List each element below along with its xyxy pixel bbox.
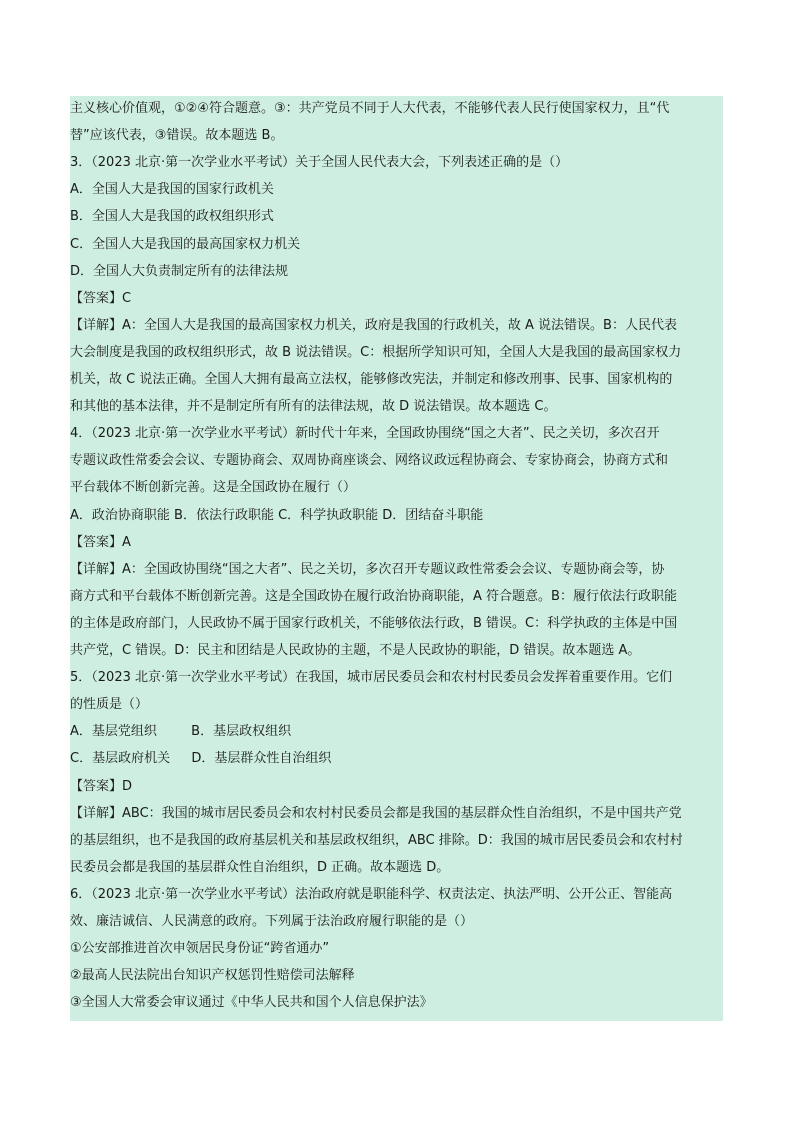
question-3-explanation: 和其他的基本法律，并不是制定所有所有的法律法规，故 D 说法错误。故本题选 C。 xyxy=(70,399,557,415)
question-6-item-3: ③全国人大常委会审议通过《中华人民共和国个人信息保护法》 xyxy=(70,995,433,1011)
document-page xyxy=(70,96,723,1021)
question-3-option-a: A．全国人大是我国的国家行政机关 xyxy=(70,182,274,198)
question-4-answer: 【答案】A xyxy=(70,534,131,550)
question-5-options: A．基层党组织 B．基层政权组织 xyxy=(70,724,292,740)
question-3-stem: 3．（2023 北京·第一次学业水平考试）关于全国人民代表大会，下列表述正确的是（） xyxy=(70,155,569,171)
question-6-stem: 6．（2023 北京·第一次学业水平考试）法治政府就是职能科学、权责法定、执法严明、公开公正、智能高 xyxy=(70,886,673,902)
question-4-explanation: 共产党，C 错误。D：民主和团结是人民政协的主题，不是人民政协的职能，D 错误。故本题选 A。 xyxy=(70,643,641,658)
question-4-stem: 4．（2023 北京·第一次学业水平考试）新时代十年来，全国政协围绕“国之大者”、民之关切，多次召开 xyxy=(70,426,660,442)
question-6-item-1: ①公安部推进首次申领居民身份证“跨省通办” xyxy=(70,941,330,957)
explanation-line: 主义核心价值观，①②④符合题意。③：共产党员不同于人大代表，不能够代表人民行使国家权力，且“代 xyxy=(70,101,670,116)
question-3-answer: 【答案】C xyxy=(70,290,132,306)
question-3-option-d: D．全国人大负责制定所有的法律法规 xyxy=(70,263,289,279)
question-4-stem: 平台载体不断创新完善。这是全国政协在履行（） xyxy=(70,480,357,496)
question-4-explanation: 【详解】A：全国政协围绕“国之大者”、民之关切，多次召开专题议政性常委会会议、专题协商会等，协 xyxy=(70,561,665,577)
question-4-options: A．政治协商职能 B．依法行政职能 C．科学执政职能 D．团结奋斗职能 xyxy=(70,507,484,523)
question-3-explanation: 大会制度是我国的政权组织形式，故 B 说法错误。C：根据所学知识可知，全国人大是我国的最高国家权力 xyxy=(70,344,682,360)
question-4-stem: 专题议政性常委会会议、专题协商会、双周协商座谈会、网络议政远程协商会、专家协商会，协商方式和 xyxy=(70,453,669,469)
question-5-stem: 5．（2023 北京·第一次学业水平考试）在我国，城市居民委员会和农村村民委员会发挥着重要作用。它们 xyxy=(70,670,673,686)
explanation-line: 替”应该代表，③错误。故本题选 B。 xyxy=(70,128,284,144)
question-5-stem: 的性质是（） xyxy=(70,697,149,713)
question-5-explanation: 民委员会都是我国的基层群众性自治组织，D 正确。故本题选 D。 xyxy=(70,859,450,875)
question-5-explanation: 【详解】ABC：我国的城市居民委员会和农村村民委员会都是我国的基层群众性自治组织，不是中国共产党 xyxy=(70,805,682,821)
question-5-answer: 【答案】D xyxy=(70,778,133,794)
question-3-option-b: B．全国人大是我国的政权组织形式 xyxy=(70,209,274,225)
question-5-options: C．基层政府机关 D．基层群众性自治组织 xyxy=(70,751,332,767)
question-6-stem: 效、廉洁诚信、人民满意的政府。下列属于法治政府履行职能的是（） xyxy=(70,914,474,929)
question-3-option-c: C．全国人大是我国的最高国家权力机关 xyxy=(70,236,301,252)
question-4-explanation: 的主体是政府部门，人民政协不属于国家行政机关，不能够依法行政，B 错误。C：科学执政的主体是中国 xyxy=(70,615,678,631)
question-6-item-2: ②最高人民法院出台知识产权惩罚性赔偿司法解释 xyxy=(70,968,355,984)
question-4-explanation: 商方式和平台载体不断创新完善。这是全国政协在履行政治协商职能，A 符合题意。B：履行依法行政职能 xyxy=(70,588,677,604)
question-3-explanation: 【详解】A：全国人大是我国的最高国家权力机关，政府是我国的行政机关，故 A 说法错误。B：人民代表 xyxy=(70,317,677,333)
question-5-explanation: 的基层组织，也不是我国的政府基层机关和基层政权组织，ABC 排除。D：我国的城市居民委员会和农村村 xyxy=(70,832,683,848)
question-3-explanation: 机关，故 C 说法正确。全国人大拥有最高立法权，能够修改宪法，并制定和修改刑事、民事、国家机构的 xyxy=(70,372,673,387)
